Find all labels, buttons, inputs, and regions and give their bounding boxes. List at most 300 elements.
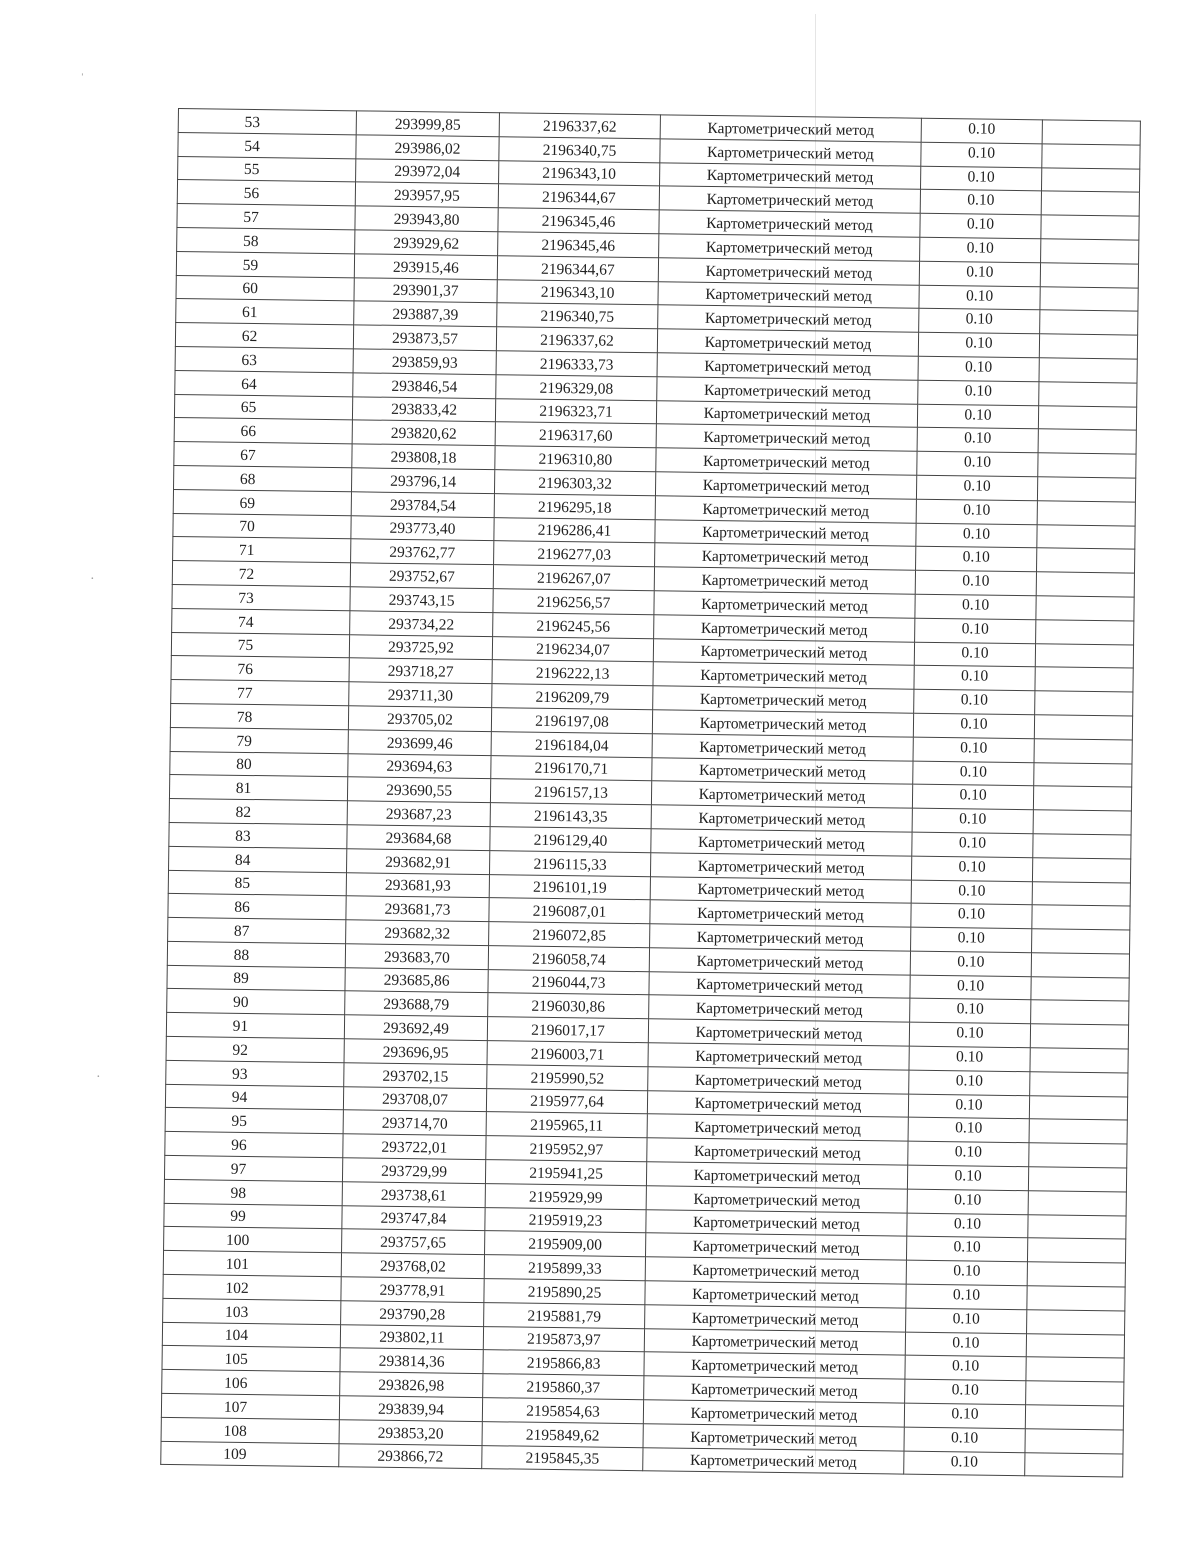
accuracy-cell: 0.10	[905, 1379, 1026, 1404]
point-number-cell: 81	[169, 775, 347, 801]
y-coordinate-cell: 2196030,86	[488, 993, 649, 1019]
empty-cell	[1040, 310, 1138, 335]
x-coordinate-cell: 293915,46	[354, 254, 497, 280]
point-number-cell: 61	[176, 299, 354, 325]
method-cell: Картометрический метод	[656, 400, 917, 427]
x-coordinate-cell: 293683,70	[345, 944, 488, 970]
point-number-cell: 91	[166, 1013, 344, 1039]
point-number-cell: 106	[162, 1370, 340, 1396]
point-number-cell: 101	[163, 1251, 341, 1277]
method-cell: Картометрический метод	[659, 186, 920, 213]
x-coordinate-cell: 293734,22	[350, 611, 493, 637]
x-coordinate-cell: 293690,55	[347, 777, 490, 803]
x-coordinate-cell: 293685,86	[345, 967, 488, 993]
method-cell: Картометрический метод	[658, 258, 919, 285]
empty-cell	[1028, 1214, 1126, 1239]
y-coordinate-cell: 2196267,07	[493, 565, 654, 591]
scan-speck: ·	[96, 1070, 101, 1085]
point-number-cell: 94	[165, 1084, 343, 1110]
y-coordinate-cell: 2196087,01	[489, 898, 650, 924]
y-coordinate-cell: 2196222,13	[492, 660, 653, 686]
point-number-cell: 71	[173, 537, 351, 563]
point-number-cell: 80	[170, 751, 348, 777]
method-cell: Картометрический метод	[651, 781, 912, 808]
accuracy-cell: 0.10	[914, 666, 1035, 691]
accuracy-cell: 0.10	[909, 1022, 1030, 1047]
point-number-cell: 73	[172, 584, 350, 610]
coordinates-table	[160, 108, 1141, 1478]
method-cell: Картометрический метод	[646, 1209, 907, 1236]
y-coordinate-cell: 2196329,08	[496, 374, 657, 400]
point-number-cell: 107	[161, 1393, 339, 1419]
empty-cell	[1034, 738, 1132, 763]
accuracy-cell: 0.10	[913, 713, 1034, 738]
accuracy-cell: 0.10	[906, 1308, 1027, 1333]
accuracy-cell: 0.10	[910, 975, 1031, 1000]
method-cell: Картометрический метод	[657, 353, 918, 380]
point-number-cell: 75	[171, 632, 349, 658]
empty-cell	[1027, 1286, 1125, 1311]
y-coordinate-cell: 2196295,18	[494, 493, 655, 519]
empty-cell	[1036, 596, 1134, 621]
point-number-cell: 56	[177, 180, 355, 206]
point-number-cell: 72	[172, 561, 350, 587]
accuracy-cell: 0.10	[904, 1427, 1025, 1452]
empty-cell	[1031, 1000, 1129, 1025]
x-coordinate-cell: 293820,62	[352, 420, 495, 446]
method-cell: Картометрический метод	[655, 543, 916, 570]
point-number-cell: 92	[166, 1037, 344, 1063]
x-coordinate-cell: 293711,30	[349, 682, 492, 708]
point-number-cell: 88	[167, 941, 345, 967]
method-cell: Картометрический метод	[650, 852, 911, 879]
method-cell: Картометрический метод	[653, 638, 914, 665]
x-coordinate-cell: 293702,15	[344, 1063, 487, 1089]
x-coordinate-cell: 293694,63	[348, 753, 491, 779]
y-coordinate-cell: 2196256,57	[493, 589, 654, 615]
accuracy-cell: 0.10	[919, 285, 1040, 310]
point-number-cell: 78	[170, 703, 348, 729]
point-number-cell: 76	[171, 656, 349, 682]
y-coordinate-cell: 2195860,37	[483, 1374, 644, 1400]
empty-cell	[1028, 1167, 1126, 1192]
x-coordinate-cell: 293729,99	[342, 1158, 485, 1184]
y-coordinate-cell: 2195909,00	[485, 1231, 646, 1257]
x-coordinate-cell: 293696,95	[344, 1039, 487, 1065]
point-number-cell: 69	[173, 489, 351, 515]
point-number-cell: 64	[175, 370, 353, 396]
point-number-cell: 65	[174, 394, 352, 420]
point-number-cell: 87	[168, 918, 346, 944]
y-coordinate-cell: 2196017,17	[487, 1017, 648, 1043]
x-coordinate-cell: 293808,18	[352, 444, 495, 470]
point-number-cell: 66	[174, 418, 352, 444]
method-cell: Картометрический метод	[649, 971, 910, 998]
y-coordinate-cell: 2195977,64	[486, 1088, 647, 1114]
empty-cell	[1030, 1024, 1128, 1049]
accuracy-cell: 0.10	[921, 118, 1042, 143]
empty-cell	[1031, 953, 1129, 978]
y-coordinate-cell: 2196286,41	[494, 517, 655, 543]
accuracy-cell: 0.10	[914, 689, 1035, 714]
y-coordinate-cell: 2196337,62	[499, 113, 660, 139]
y-coordinate-cell: 2196344,67	[498, 184, 659, 210]
accuracy-cell: 0.10	[904, 1451, 1025, 1476]
point-number-cell: 96	[165, 1132, 343, 1158]
point-number-cell: 63	[175, 346, 353, 372]
accuracy-cell: 0.10	[908, 1094, 1029, 1119]
accuracy-cell: 0.10	[916, 547, 1037, 572]
empty-cell	[1036, 572, 1134, 597]
method-cell: Картометрический метод	[645, 1305, 906, 1332]
x-coordinate-cell: 293999,85	[356, 111, 499, 137]
empty-cell	[1029, 1119, 1127, 1144]
document-sheet	[160, 108, 1135, 1478]
accuracy-cell: 0.10	[916, 523, 1037, 548]
method-cell: Картометрический метод	[655, 472, 916, 499]
point-number-cell: 84	[169, 846, 347, 872]
point-number-cell: 74	[172, 608, 350, 634]
empty-cell	[1039, 334, 1137, 359]
empty-cell	[1040, 263, 1138, 288]
empty-cell	[1033, 810, 1131, 835]
accuracy-cell: 0.10	[908, 1118, 1029, 1143]
accuracy-cell: 0.10	[919, 309, 1040, 334]
y-coordinate-cell: 2196345,46	[498, 232, 659, 258]
x-coordinate-cell: 293681,73	[346, 896, 489, 922]
x-coordinate-cell: 293722,01	[343, 1134, 486, 1160]
x-coordinate-cell: 293796,14	[351, 468, 494, 494]
accuracy-cell: 0.10	[919, 261, 1040, 286]
point-number-cell: 67	[174, 442, 352, 468]
method-cell: Картометрический метод	[658, 305, 919, 332]
y-coordinate-cell: 2196209,79	[492, 684, 653, 710]
x-coordinate-cell: 293738,61	[342, 1182, 485, 1208]
accuracy-cell: 0.10	[906, 1237, 1027, 1262]
method-cell: Картометрический метод	[649, 995, 910, 1022]
accuracy-cell: 0.10	[905, 1356, 1026, 1381]
method-cell: Картометрический метод	[658, 281, 919, 308]
y-coordinate-cell: 2196337,62	[496, 327, 657, 353]
accuracy-cell: 0.10	[906, 1260, 1027, 1285]
empty-cell	[1039, 382, 1137, 407]
empty-cell	[1030, 1072, 1128, 1097]
method-cell: Картометрический метод	[653, 662, 914, 689]
point-number-cell: 105	[162, 1346, 340, 1372]
method-cell: Картометрический метод	[643, 1424, 904, 1451]
y-coordinate-cell: 2196058,74	[488, 946, 649, 972]
x-coordinate-cell: 293826,98	[340, 1372, 483, 1398]
x-coordinate-cell: 293833,42	[352, 396, 495, 422]
empty-cell	[1029, 1143, 1127, 1168]
y-coordinate-cell: 2196115,33	[489, 850, 650, 876]
x-coordinate-cell: 293687,23	[347, 801, 490, 827]
point-number-cell: 79	[170, 727, 348, 753]
x-coordinate-cell: 293790,28	[341, 1301, 484, 1327]
empty-cell	[1025, 1405, 1123, 1430]
x-coordinate-cell: 293762,77	[351, 539, 494, 565]
accuracy-cell: 0.10	[911, 927, 1032, 952]
point-number-cell: 97	[164, 1155, 342, 1181]
y-coordinate-cell: 2196143,35	[490, 803, 651, 829]
point-number-cell: 109	[161, 1441, 339, 1467]
y-coordinate-cell: 2196170,71	[491, 755, 652, 781]
method-cell: Картометрический метод	[644, 1376, 905, 1403]
method-cell: Картометрический метод	[655, 519, 916, 546]
x-coordinate-cell: 293784,54	[351, 492, 494, 518]
y-coordinate-cell: 2195941,25	[485, 1160, 646, 1186]
x-coordinate-cell: 293747,84	[342, 1205, 485, 1231]
point-number-cell: 98	[164, 1179, 342, 1205]
point-number-cell: 60	[176, 275, 354, 301]
method-cell: Картометрический метод	[659, 210, 920, 237]
point-number-cell: 62	[175, 323, 353, 349]
accuracy-cell: 0.10	[907, 1189, 1028, 1214]
point-number-cell: 53	[178, 109, 356, 135]
x-coordinate-cell: 293708,07	[343, 1086, 486, 1112]
accuracy-cell: 0.10	[916, 499, 1037, 524]
accuracy-cell: 0.10	[911, 856, 1032, 881]
method-cell: Картометрический метод	[659, 234, 920, 261]
method-cell: Картометрический метод	[645, 1281, 906, 1308]
x-coordinate-cell: 293684,68	[347, 825, 490, 851]
x-coordinate-cell: 293802,11	[340, 1324, 483, 1350]
method-cell: Картометрический метод	[653, 686, 914, 713]
x-coordinate-cell: 293752,67	[350, 563, 493, 589]
x-coordinate-cell: 293688,79	[345, 991, 488, 1017]
accuracy-cell: 0.10	[914, 642, 1035, 667]
method-cell: Картометрический метод	[647, 1090, 908, 1117]
y-coordinate-cell: 2195866,83	[483, 1350, 644, 1376]
point-number-cell: 68	[174, 465, 352, 491]
empty-cell	[1027, 1262, 1125, 1287]
point-number-cell: 99	[164, 1203, 342, 1229]
y-coordinate-cell: 2196234,07	[492, 636, 653, 662]
method-cell: Картометрический метод	[651, 829, 912, 856]
x-coordinate-cell: 293757,65	[342, 1229, 485, 1255]
point-number-cell: 86	[168, 894, 346, 920]
method-cell: Картометрический метод	[652, 757, 913, 784]
point-number-cell: 93	[166, 1060, 344, 1086]
method-cell: Картометрический метод	[648, 1067, 909, 1094]
y-coordinate-cell: 2196003,71	[487, 1041, 648, 1067]
x-coordinate-cell: 293839,94	[339, 1396, 482, 1422]
accuracy-cell: 0.10	[920, 190, 1041, 215]
accuracy-cell: 0.10	[905, 1332, 1026, 1357]
method-cell: Картометрический метод	[646, 1162, 907, 1189]
accuracy-cell: 0.10	[911, 880, 1032, 905]
empty-cell	[1035, 643, 1133, 668]
point-number-cell: 85	[168, 870, 346, 896]
x-coordinate-cell: 293929,62	[355, 230, 498, 256]
x-coordinate-cell: 293681,93	[346, 872, 489, 898]
accuracy-cell: 0.10	[916, 475, 1037, 500]
x-coordinate-cell: 293866,72	[339, 1443, 482, 1469]
y-coordinate-cell: 2196184,04	[491, 731, 652, 757]
y-coordinate-cell: 2196157,13	[490, 779, 651, 805]
empty-cell	[1032, 881, 1130, 906]
method-cell: Картометрический метод	[650, 876, 911, 903]
empty-cell	[1037, 501, 1135, 526]
method-cell: Картометрический метод	[648, 1019, 909, 1046]
accuracy-cell: 0.10	[921, 142, 1042, 167]
accuracy-cell: 0.10	[910, 951, 1031, 976]
empty-cell	[1041, 167, 1139, 192]
accuracy-cell: 0.10	[907, 1213, 1028, 1238]
empty-cell	[1033, 786, 1131, 811]
y-coordinate-cell: 2196333,73	[496, 351, 657, 377]
empty-cell	[1025, 1452, 1123, 1477]
method-cell: Картометрический метод	[660, 162, 921, 189]
x-coordinate-cell: 293957,95	[355, 182, 498, 208]
point-number-cell: 54	[178, 132, 356, 158]
method-cell: Картометрический метод	[657, 329, 918, 356]
empty-cell	[1029, 1095, 1127, 1120]
accuracy-cell: 0.10	[917, 451, 1038, 476]
point-number-cell: 59	[176, 251, 354, 277]
method-cell: Картометрический метод	[654, 567, 915, 594]
y-coordinate-cell: 2196345,46	[498, 208, 659, 234]
x-coordinate-cell: 293778,91	[341, 1277, 484, 1303]
empty-cell	[1039, 358, 1137, 383]
method-cell: Картометрический метод	[650, 924, 911, 951]
point-number-cell: 103	[163, 1298, 341, 1324]
empty-cell	[1031, 976, 1129, 1001]
y-coordinate-cell: 2195881,79	[484, 1302, 645, 1328]
x-coordinate-cell: 293873,57	[353, 325, 496, 351]
empty-cell	[1034, 715, 1132, 740]
coordinates-table-body	[161, 109, 1141, 1478]
empty-cell	[1026, 1333, 1124, 1358]
point-number-cell: 58	[177, 227, 355, 253]
accuracy-cell: 0.10	[913, 761, 1034, 786]
accuracy-cell: 0.10	[917, 404, 1038, 429]
y-coordinate-cell: 2196277,03	[494, 541, 655, 567]
x-coordinate-cell: 293859,93	[353, 349, 496, 375]
y-coordinate-cell: 2195952,97	[486, 1136, 647, 1162]
method-cell: Картометрический метод	[655, 496, 916, 523]
empty-cell	[1028, 1191, 1126, 1216]
y-coordinate-cell: 2196072,85	[489, 922, 650, 948]
y-coordinate-cell: 2196044,73	[488, 969, 649, 995]
point-number-cell: 57	[177, 204, 355, 230]
accuracy-cell: 0.10	[920, 213, 1041, 238]
x-coordinate-cell: 293846,54	[353, 373, 496, 399]
method-cell: Картометрический метод	[652, 733, 913, 760]
point-number-cell: 77	[171, 680, 349, 706]
y-coordinate-cell: 2195965,11	[486, 1112, 647, 1138]
point-number-cell: 108	[161, 1417, 339, 1443]
y-coordinate-cell: 2196310,80	[495, 446, 656, 472]
x-coordinate-cell: 293814,36	[340, 1348, 483, 1374]
y-coordinate-cell: 2195849,62	[482, 1421, 643, 1447]
accuracy-cell: 0.10	[918, 356, 1039, 381]
x-coordinate-cell: 293725,92	[349, 634, 492, 660]
point-number-cell: 83	[169, 822, 347, 848]
accuracy-cell: 0.10	[909, 1046, 1030, 1071]
empty-cell	[1041, 215, 1139, 240]
empty-cell	[1025, 1429, 1123, 1454]
empty-cell	[1027, 1310, 1125, 1335]
y-coordinate-cell: 2195919,23	[485, 1207, 646, 1233]
point-number-cell: 100	[164, 1227, 342, 1253]
accuracy-cell: 0.10	[912, 784, 1033, 809]
y-coordinate-cell: 2195890,25	[484, 1279, 645, 1305]
y-coordinate-cell: 2195873,97	[483, 1326, 644, 1352]
method-cell: Картометрический метод	[646, 1233, 907, 1260]
method-cell: Картометрический метод	[654, 615, 915, 642]
x-coordinate-cell: 293986,02	[356, 135, 499, 161]
accuracy-cell: 0.10	[915, 570, 1036, 595]
accuracy-cell: 0.10	[915, 594, 1036, 619]
point-number-cell: 70	[173, 513, 351, 539]
point-number-cell: 55	[178, 156, 356, 182]
point-number-cell: 90	[167, 989, 345, 1015]
method-cell: Картометрический метод	[647, 1114, 908, 1141]
accuracy-cell: 0.10	[920, 237, 1041, 262]
empty-cell	[1041, 239, 1139, 264]
accuracy-cell: 0.10	[917, 428, 1038, 453]
method-cell: Картометрический метод	[650, 900, 911, 927]
y-coordinate-cell: 2196101,19	[489, 874, 650, 900]
accuracy-cell: 0.10	[911, 903, 1032, 928]
y-coordinate-cell: 2195899,33	[484, 1255, 645, 1281]
x-coordinate-cell: 293743,15	[350, 587, 493, 613]
method-cell: Картометрический метод	[660, 139, 921, 166]
x-coordinate-cell: 293972,04	[356, 158, 499, 184]
empty-cell	[1032, 905, 1130, 930]
empty-cell	[1042, 144, 1140, 169]
method-cell: Картометрический метод	[643, 1447, 904, 1474]
empty-cell	[1035, 667, 1133, 692]
empty-cell	[1032, 857, 1130, 882]
method-cell: Картометрический метод	[660, 115, 921, 142]
accuracy-cell: 0.10	[909, 1070, 1030, 1095]
empty-cell	[1037, 524, 1135, 549]
x-coordinate-cell: 293887,39	[354, 301, 497, 327]
x-coordinate-cell: 293768,02	[341, 1253, 484, 1279]
empty-cell	[1033, 834, 1131, 859]
accuracy-cell: 0.10	[906, 1284, 1027, 1309]
accuracy-cell: 0.10	[913, 737, 1034, 762]
empty-cell	[1040, 286, 1138, 311]
y-coordinate-cell: 2196343,10	[499, 160, 660, 186]
y-coordinate-cell: 2196340,75	[497, 303, 658, 329]
accuracy-cell: 0.10	[910, 999, 1031, 1024]
empty-cell	[1026, 1357, 1124, 1382]
method-cell: Картометрический метод	[648, 1043, 909, 1070]
method-cell: Картометрический метод	[652, 710, 913, 737]
x-coordinate-cell: 293705,02	[348, 706, 491, 732]
y-coordinate-cell: 2195845,35	[482, 1445, 643, 1471]
accuracy-cell: 0.10	[915, 618, 1036, 643]
x-coordinate-cell: 293853,20	[339, 1420, 482, 1446]
x-coordinate-cell: 293682,91	[347, 848, 490, 874]
point-number-cell: 104	[162, 1322, 340, 1348]
method-cell: Картометрический метод	[656, 424, 917, 451]
empty-cell	[1042, 120, 1140, 145]
empty-cell	[1026, 1381, 1124, 1406]
y-coordinate-cell: 2195929,99	[485, 1183, 646, 1209]
method-cell: Картометрический метод	[656, 448, 917, 475]
method-cell: Картометрический метод	[649, 948, 910, 975]
method-cell: Картометрический метод	[644, 1352, 905, 1379]
y-coordinate-cell: 2196197,08	[491, 708, 652, 734]
method-cell: Картометрический метод	[657, 377, 918, 404]
point-number-cell: 82	[169, 799, 347, 825]
point-number-cell: 89	[167, 965, 345, 991]
method-cell: Картометрический метод	[645, 1257, 906, 1284]
